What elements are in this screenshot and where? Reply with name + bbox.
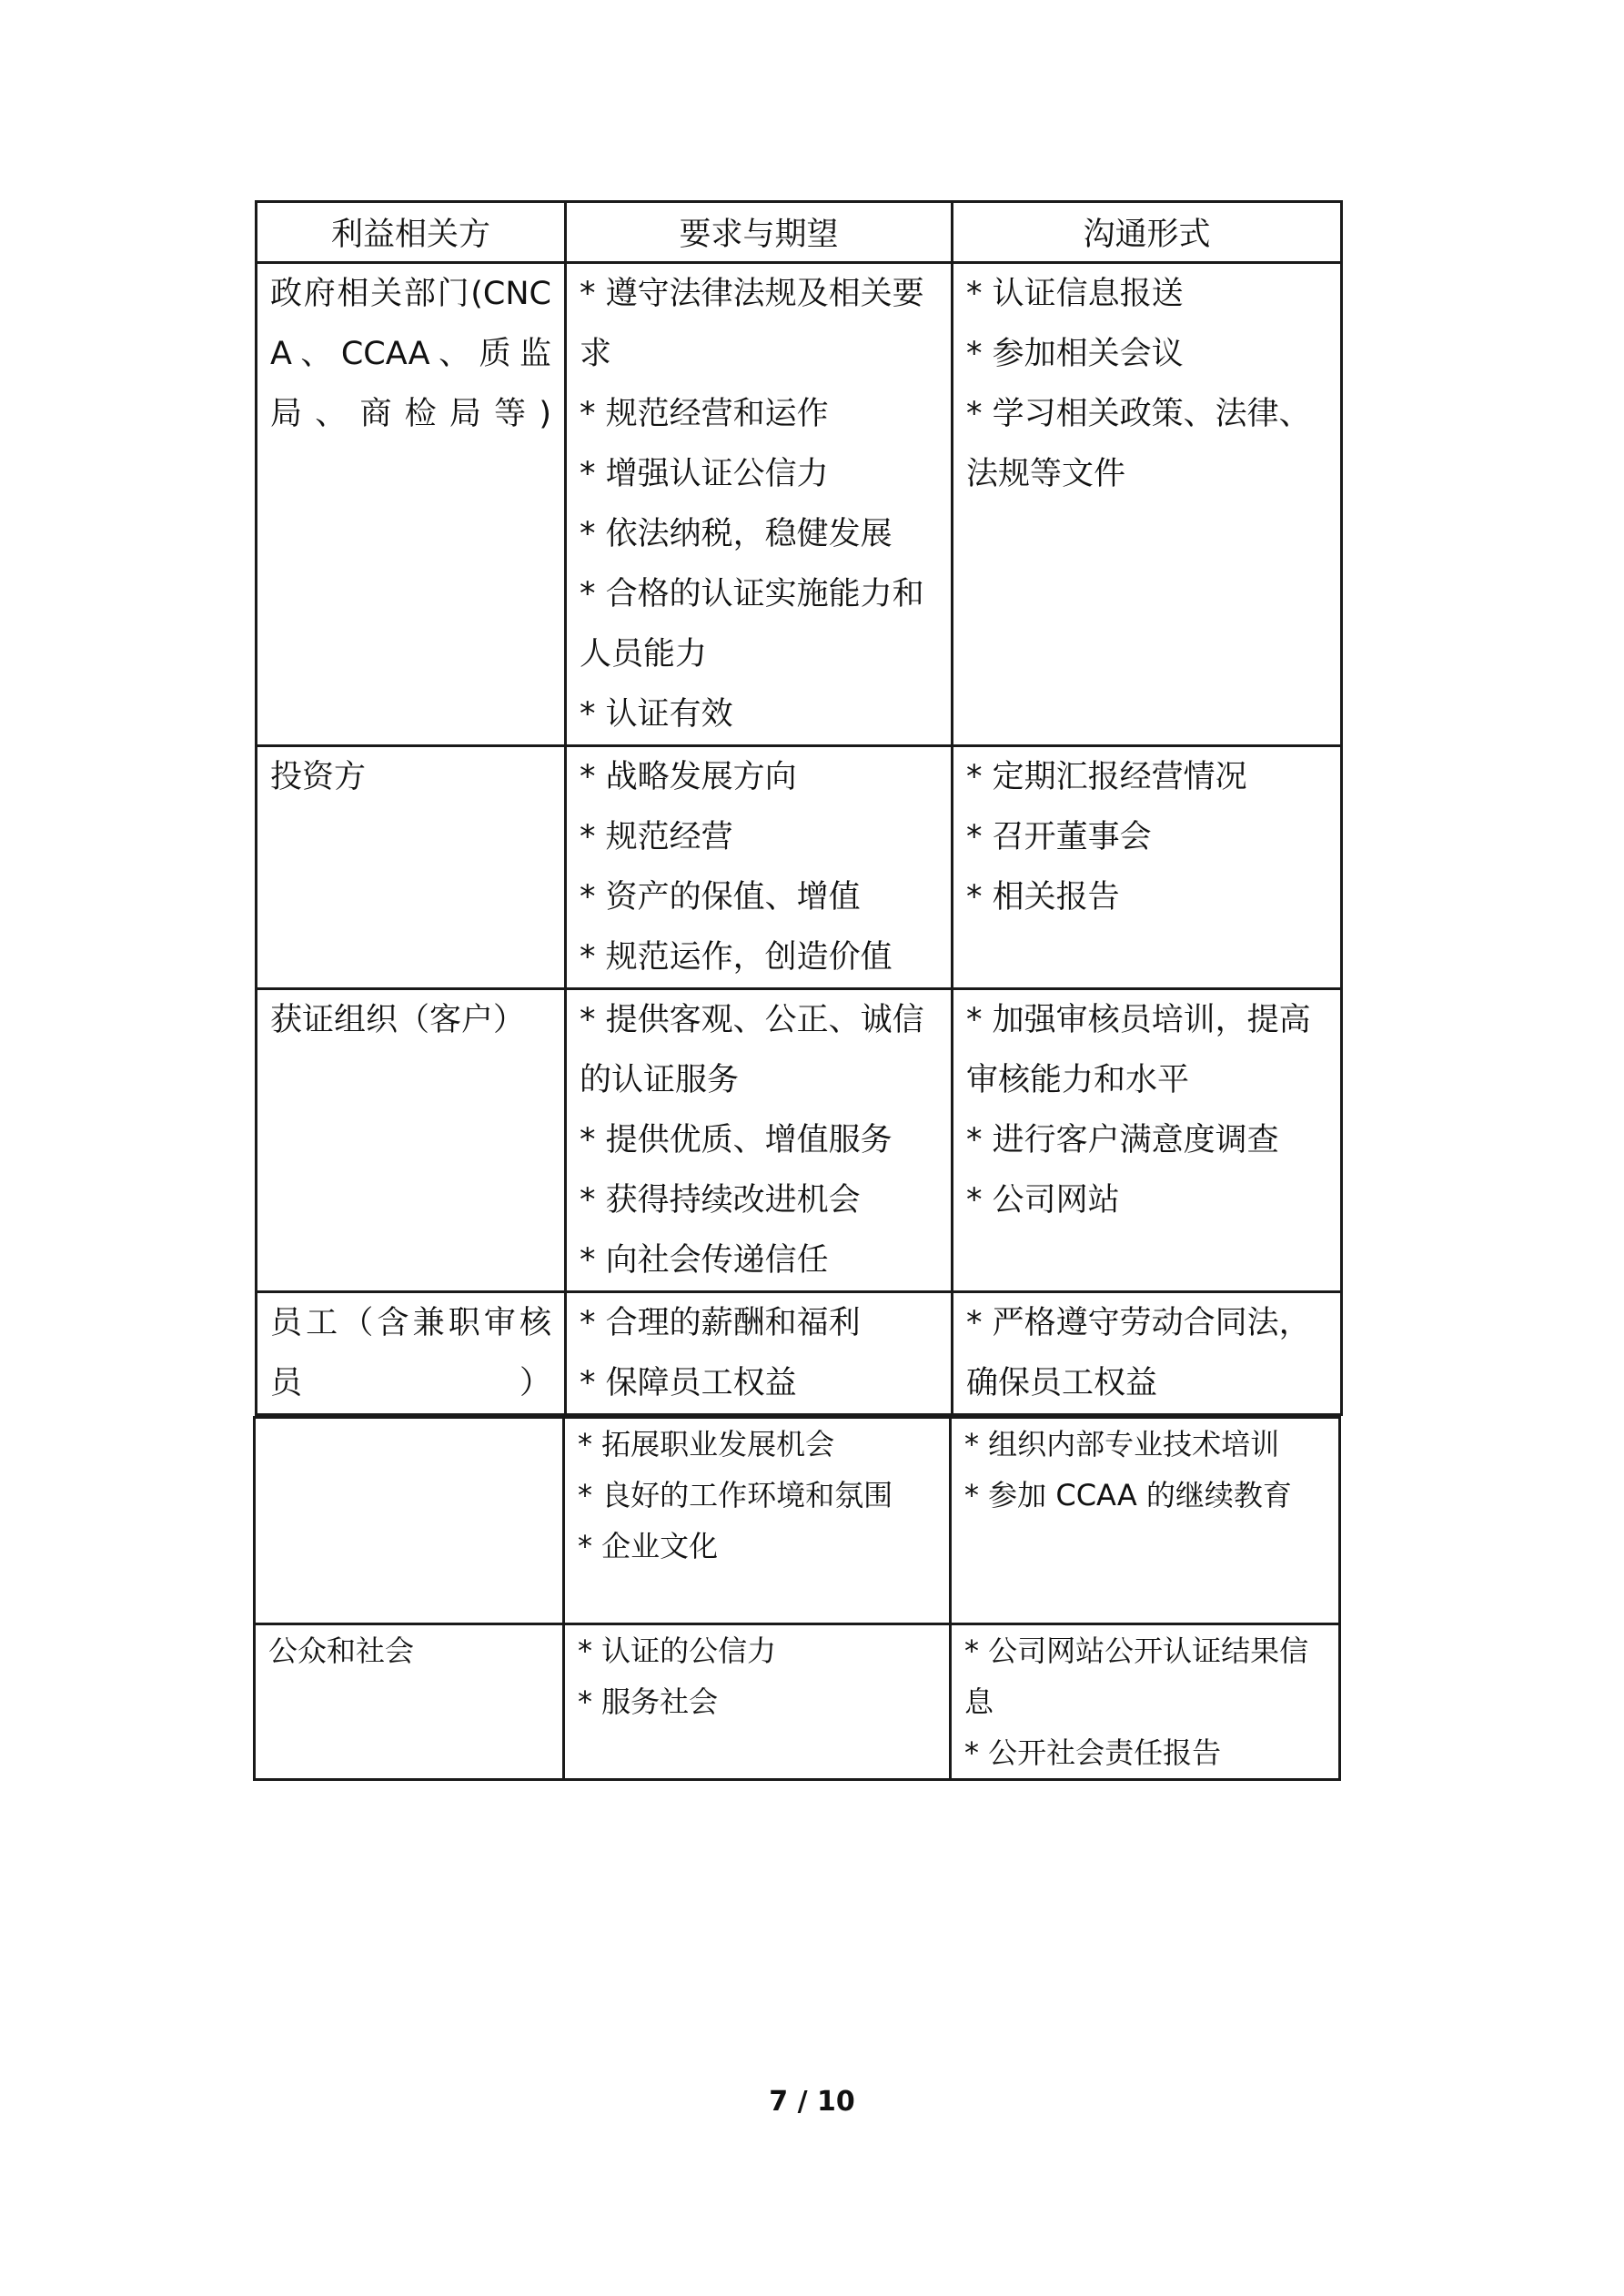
stakeholder-cell: 获证组织（客户） — [257, 989, 566, 1292]
list-item: * 提供客观、公正、诚信的认证服务 — [580, 1002, 924, 1098]
table-row — [257, 263, 1342, 746]
list-item: * 战略发展方向 — [580, 759, 797, 795]
stakeholder-cell: 投资方 — [257, 746, 566, 989]
table-row — [257, 989, 1342, 1292]
expectations-cell — [566, 746, 953, 989]
expectations-cell — [566, 989, 953, 1292]
communication-cell — [951, 1418, 1340, 1624]
list-item: * 参加相关会议 — [966, 336, 1184, 372]
list-item: * 组织内部专业技术培训 — [964, 1427, 1280, 1462]
communication-cell — [953, 1292, 1342, 1415]
list-item: * 公开社会责任报告 — [964, 1735, 1222, 1770]
list-item: * 召开董事会 — [966, 819, 1152, 855]
communication-cell — [953, 263, 1342, 746]
list-item: * 定期汇报经营情况 — [966, 759, 1247, 795]
list-item: * 规范运作，创造价值 — [580, 939, 893, 976]
list-item: * 认证的公信力 — [578, 1633, 777, 1668]
list-item: * 规范经营 — [580, 819, 733, 855]
table-row — [257, 746, 1342, 989]
table-row — [257, 1292, 1342, 1415]
communication-cell — [953, 746, 1342, 989]
list-item: * 资产的保值、增值 — [580, 879, 861, 915]
header-communication: 沟通形式 — [953, 202, 1342, 263]
list-item: * 遵守法律法规及相关要求 — [580, 276, 924, 372]
stakeholder-cell: 员工（含兼职审核员） — [257, 1292, 566, 1415]
stakeholder-cell — [255, 1418, 564, 1624]
expectations-cell — [566, 1292, 953, 1415]
header-expectations: 要求与期望 — [566, 202, 953, 263]
list-item: * 依法纳税，稳健发展 — [580, 516, 893, 552]
list-item: * 参加 CCAA 的继续教育 — [964, 1478, 1292, 1512]
list-item: * 拓展职业发展机会 — [578, 1427, 835, 1462]
list-item: * 向社会传递信任 — [580, 1242, 829, 1279]
expectations-cell — [566, 263, 953, 746]
list-item: * 企业文化 — [578, 1529, 719, 1563]
list-item: * 增强认证公信力 — [580, 456, 829, 492]
list-item: * 公司网站公开认证结果信息 — [964, 1633, 1309, 1719]
list-item: * 保障员工权益 — [580, 1365, 797, 1401]
list-item: * 良好的工作环境和氛围 — [578, 1478, 893, 1512]
list-item: * 服务社会 — [578, 1684, 719, 1719]
list-item: * 认证信息报送 — [966, 276, 1184, 312]
list-item: * 认证有效 — [580, 696, 733, 733]
list-item: * 合理的薪酬和福利 — [580, 1305, 861, 1341]
expectations-cell — [564, 1624, 951, 1780]
header-stakeholder: 利益相关方 — [257, 202, 566, 263]
list-item: * 公司网站 — [966, 1182, 1120, 1219]
list-item: * 获得持续改进机会 — [580, 1182, 861, 1219]
stakeholder-cell: 政府相关部门(CNCA、CCAA、质监局、商检局等) — [257, 263, 566, 746]
list-item: * 规范经营和运作 — [580, 396, 829, 432]
expectations-cell — [564, 1418, 951, 1624]
stakeholder-table — [255, 200, 1343, 1416]
table-row — [255, 1624, 1340, 1780]
page-number: 7 / 10 — [769, 2086, 855, 2118]
table-row — [255, 1418, 1340, 1624]
list-item: * 相关报告 — [966, 879, 1120, 915]
communication-cell — [951, 1624, 1340, 1780]
list-item: * 进行客户满意度调查 — [966, 1122, 1279, 1158]
list-item: * 严格遵守劳动合同法，确保员工权益 — [966, 1305, 1311, 1401]
list-item: * 加强审核员培训，提高审核能力和水平 — [966, 1002, 1311, 1098]
list-item: * 提供优质、增值服务 — [580, 1122, 893, 1158]
stakeholder-cell: 公众和社会 — [255, 1624, 564, 1780]
stakeholder-table-continuation — [253, 1416, 1341, 1781]
communication-cell — [953, 989, 1342, 1292]
table-header-row — [257, 202, 1342, 263]
list-item: * 学习相关政策、法律、法规等文件 — [966, 396, 1311, 492]
list-item: * 合格的认证实施能力和人员能力 — [580, 576, 924, 673]
